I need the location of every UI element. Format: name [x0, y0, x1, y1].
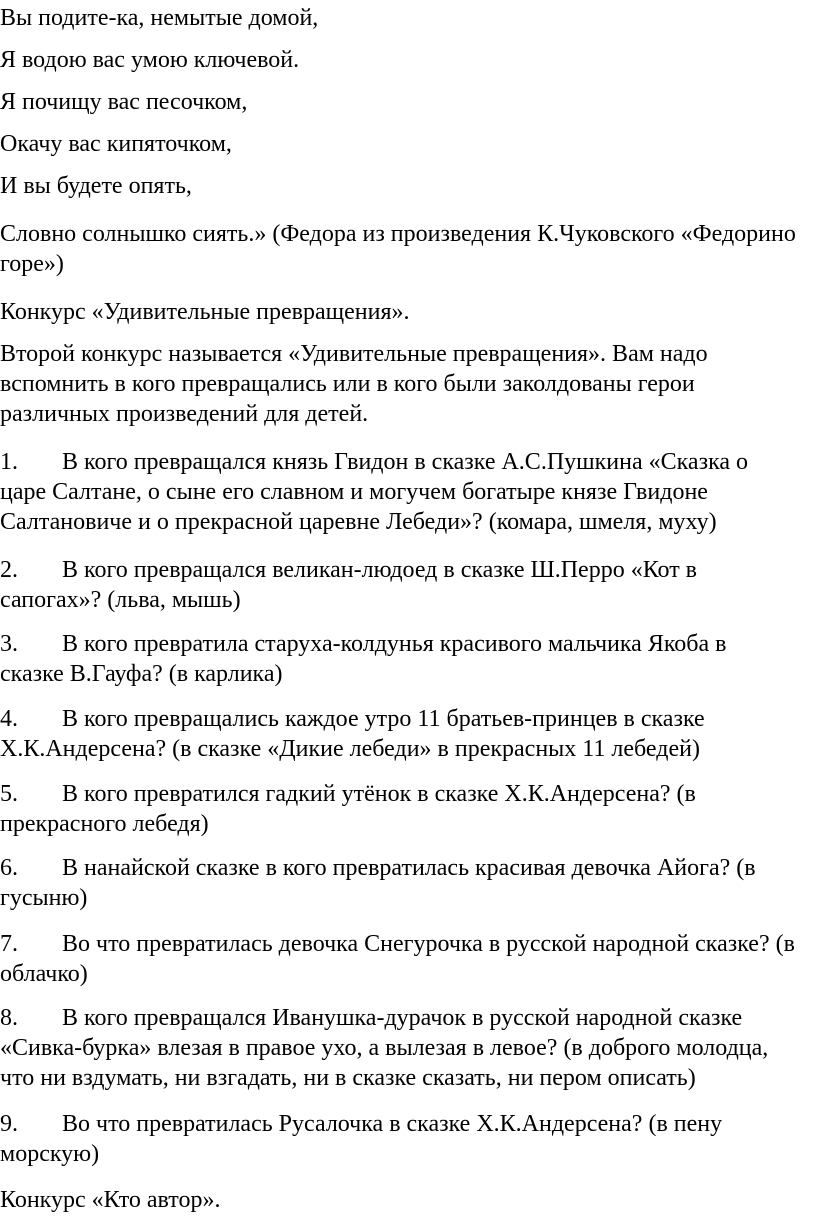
question-number: 7. — [0, 931, 18, 957]
question-text: В кого превратила старуха-колдунья красивого мальчика Якоба в — [62, 631, 727, 657]
question-text: Х.К.Андерсена? (в сказке «Дикие лебеди» в прекрасных 11 лебедей) — [0, 736, 700, 762]
verse-line: Окачу вас кипяточком, — [0, 131, 232, 157]
quote-line: Словно солнышко сиять.» (Федора из произведения К.Чуковского «Федорино — [0, 221, 796, 247]
question-text: прекрасного лебедя) — [0, 811, 209, 837]
question-number: 1. — [0, 449, 18, 475]
question-number: 4. — [0, 706, 18, 732]
question-number: 8. — [0, 1005, 18, 1031]
quote-line: горе») — [0, 251, 64, 277]
question-number: 3. — [0, 631, 18, 657]
question-text: что ни вздумать, ни взгадать, ни в сказке сказать, ни пером описать) — [0, 1065, 696, 1091]
question-text: Салтановиче и о прекрасной царевне Лебеди»? (комара, шмеля, муху) — [0, 509, 717, 535]
verse-line: И вы будете опять, — [0, 173, 192, 199]
intro-line: Второй конкурс называется «Удивительные превращения». Вам надо — [0, 341, 708, 367]
intro-line: вспомнить в кого превращались или в кого были заколдованы герои — [0, 371, 695, 397]
intro-line: различных произведений для детей. — [0, 401, 369, 427]
question-text: Во что превратилась девочка Снегурочка в русской народной сказке? (в — [62, 931, 795, 957]
question-number: 5. — [0, 781, 18, 807]
question-text: гусыню) — [0, 885, 88, 911]
question-text: В нанайской сказке в кого превратилась красивая девочка Айога? (в — [62, 855, 756, 881]
question-text: В кого превращался Иванушка-дурачок в русской народной сказке — [62, 1005, 743, 1031]
question-text: В кого превратился гадкий утёнок в сказке Х.К.Андерсена? (в — [62, 781, 696, 807]
question-text: царе Салтане, о сыне его славном и могучем богатыре князе Гвидоне — [0, 479, 708, 505]
question-number: 9. — [0, 1111, 18, 1137]
question-number: 2. — [0, 557, 18, 583]
question-text: В кого превращался князь Гвидон в сказке А.С.Пушкина «Сказка о — [62, 449, 749, 475]
question-text: В кого превращались каждое утро 11 братьев-принцев в сказке — [62, 706, 705, 732]
question-number: 6. — [0, 855, 18, 881]
next-contest-title: Конкурс «Кто автор». — [0, 1187, 221, 1213]
verse-line: Я почищу вас песочком, — [0, 89, 248, 115]
question-text: «Сивка-бурка» влезая в правое ухо, а вылезая в левое? (в доброго молодца, — [0, 1035, 769, 1061]
question-text: сказке В.Гауфа? (в карлика) — [0, 661, 283, 687]
question-text: морскую) — [0, 1141, 100, 1167]
verse-line: Я водою вас умою ключевой. — [0, 47, 300, 73]
question-text: Во что превратилась Русалочка в сказке Х.К.Андерсена? (в пену — [62, 1111, 723, 1137]
question-text: сапогах»? (льва, мышь) — [0, 587, 241, 613]
question-text: В кого превращался великан-людоед в сказке Ш.Перро «Кот в — [62, 557, 698, 583]
question-text: облачко) — [0, 961, 88, 987]
verse-line: Вы подите-ка, немытые домой, — [0, 5, 319, 31]
contest-title: Конкурс «Удивительные превращения». — [0, 299, 410, 325]
